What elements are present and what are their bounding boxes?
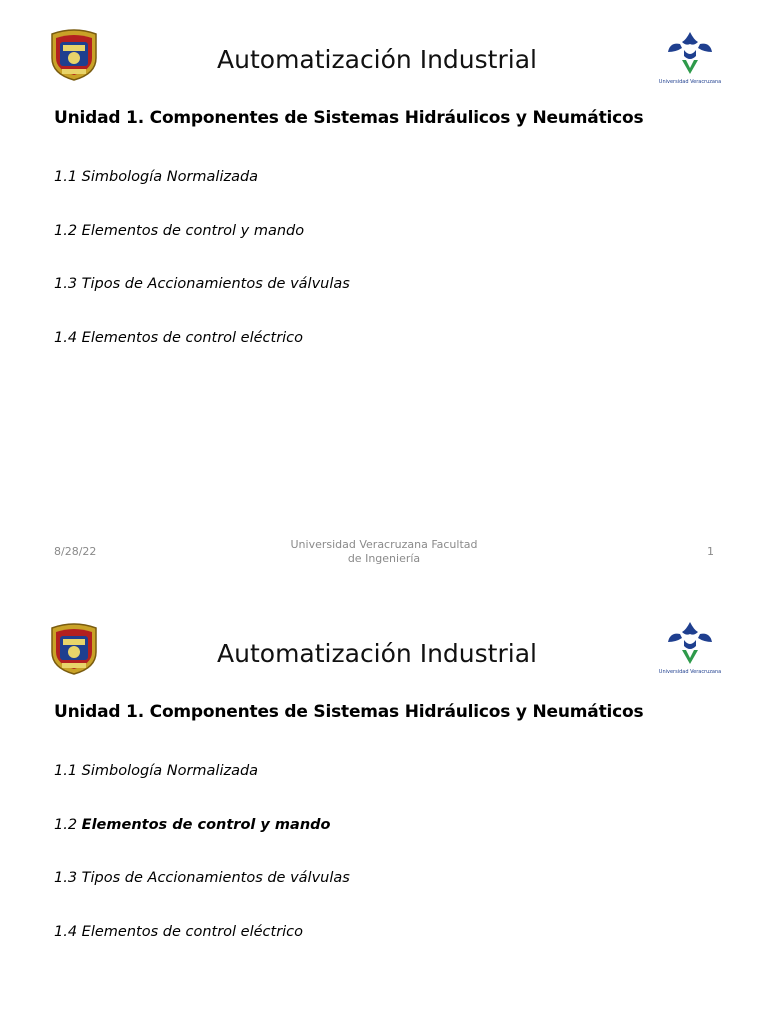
unit-heading: Unidad 1. Componentes de Sistemas Hidráulicos y Neumáticos [54,108,644,128]
topic-item-active [54,816,350,870]
topic-item [54,329,350,383]
footer-institution: Universidad Veracruzana Facultad de Ingeniería [290,538,478,565]
topic-item [54,762,350,816]
topic-text: Elementos de control eléctrico [81,923,304,940]
unit-heading: Unidad 1. Componentes de Sistemas Hidráulicos y Neumáticos [54,702,644,722]
topic-text: Tipos de Accionamientos de válvulas [81,870,350,886]
topic-text: Tipos de Accionamientos de válvulas [81,276,350,292]
topic-number: 1.4 [54,329,78,346]
topic-number: 1.4 [54,923,78,940]
topic-number: 1.1 [54,763,78,779]
topic-text: Simbología Normalizada [81,763,259,779]
page-title: Automatización Industrial [217,639,537,668]
topic-item [54,168,350,222]
uv-logo-caption: Universidad Veracruzana [658,669,722,675]
topic-item [54,923,350,977]
footer-date: 8/28/22 [54,545,97,558]
topic-text-emphasized: Elementos de control y mando [81,816,331,833]
topic-list [54,762,350,976]
topic-number: 1.2 [54,222,78,239]
topic-number: 1.2 [54,816,78,833]
uv-logo-caption: Universidad Veracruzana [658,79,722,85]
topic-number: 1.1 [54,169,78,185]
topic-number: 1.3 [54,870,78,886]
topic-text: Simbología Normalizada [81,169,259,185]
page-title: Automatización Industrial [217,45,537,74]
topic-number: 1.3 [54,276,78,292]
universidad-veracruzana-logo [656,28,724,86]
topic-text: Elementos de control eléctrico [81,329,304,346]
topic-item [54,222,350,276]
topic-text: Elementos de control y mando [81,222,305,239]
universidad-veracruzana-logo [656,618,724,676]
topic-list [54,168,350,382]
topic-item [54,869,350,923]
slide-2 [0,594,768,1024]
topic-item [54,275,350,329]
slide-footer [0,536,768,576]
footer-page-number: 1 [707,545,714,558]
